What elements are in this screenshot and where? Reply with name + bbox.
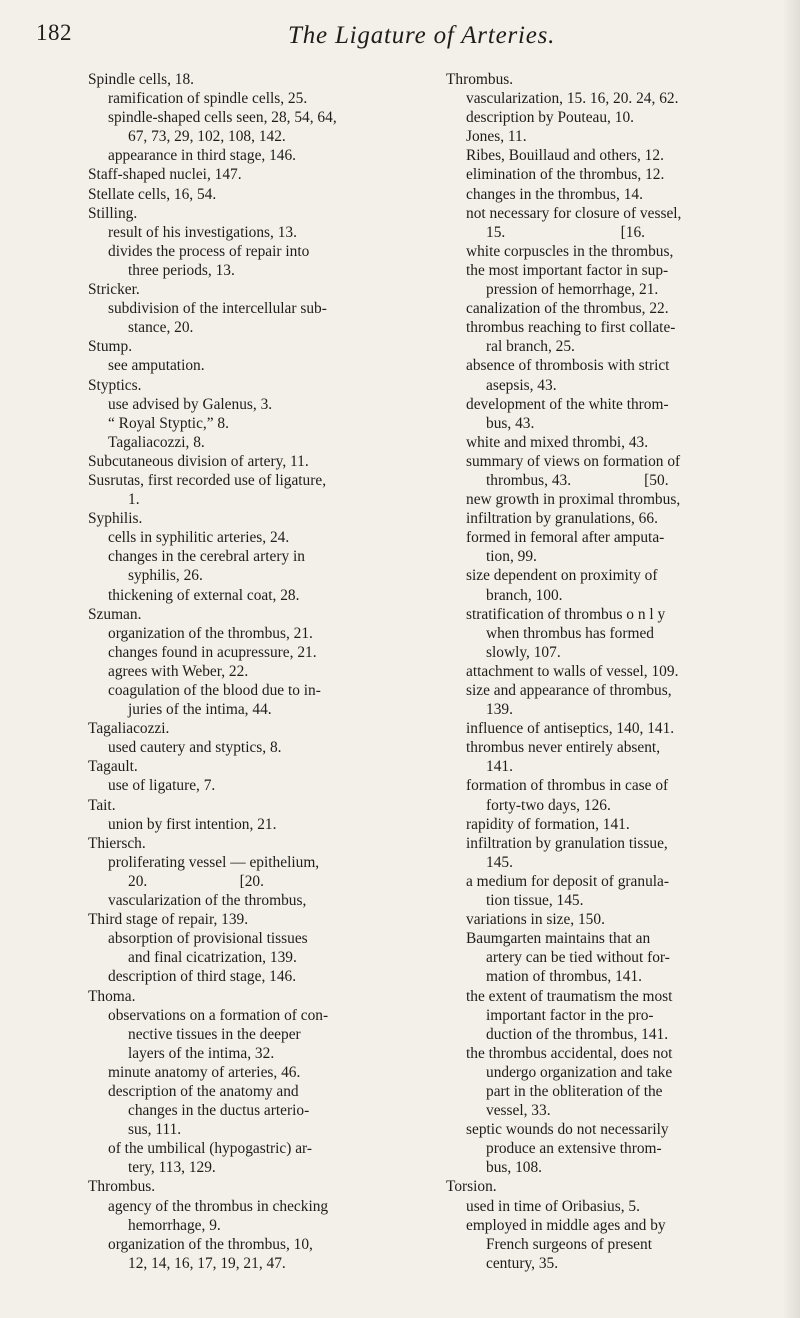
index-entry: influence of antiseptics, 140, 141.: [466, 720, 675, 738]
index-entry: organization of the thrombus, 21.: [108, 624, 313, 642]
index-entry: 67, 73, 29, 102, 108, 142.: [128, 128, 286, 146]
index-entry: elimination of the thrombus, 12.: [466, 166, 665, 184]
index-entry: changes in the thrombus, 14.: [466, 185, 643, 203]
index-heading: Tait.: [88, 796, 116, 814]
index-entry: 15. [16.: [486, 223, 646, 241]
index-entry: infiltration by granulation tissue,: [466, 834, 668, 852]
index-entry: changes in the ductus arterio-: [128, 1102, 310, 1120]
index-entry: century, 35.: [486, 1254, 559, 1272]
index-heading: Spindle cells, 18.: [88, 71, 195, 88]
index-entry: use of ligature, 7.: [108, 777, 216, 795]
index-column-left: [88, 70, 416, 1273]
index-entry: syphilis, 26.: [128, 567, 203, 585]
index-entry: “ Royal Styptic,” 8.: [108, 414, 229, 432]
index-entry: the thrombus accidental, does not: [466, 1044, 673, 1062]
index-entry: three periods, 13.: [128, 261, 235, 279]
index-entry: Ribes, Bouillaud and others, 12.: [466, 147, 664, 165]
index-entry: result of his investigations, 13.: [108, 223, 297, 241]
index-entry: nective tissues in the deeper: [128, 1025, 301, 1043]
index-entry: white and mixed thrombi, 43.: [466, 433, 649, 451]
index-entry: artery can be tied without for-: [486, 949, 670, 967]
index-heading: Thrombus.: [446, 71, 514, 88]
index-entry: spindle-shaped cells seen, 28, 54, 64,: [108, 109, 337, 127]
index-entry: 20. [20.: [128, 872, 264, 890]
index-entry: observations on a formation of con-: [108, 1006, 329, 1024]
index-entry: minute anatomy of arteries, 46.: [108, 1063, 301, 1081]
index-entry: absorption of provisional tissues: [108, 930, 308, 948]
index-entry: agrees with Weber, 22.: [108, 662, 249, 680]
index-heading: Susrutas, first recorded use of ligature,: [88, 471, 327, 489]
index-column-right: [446, 70, 782, 1273]
index-heading: Thiersch.: [88, 834, 146, 852]
index-entry: forty-two days, 126.: [486, 796, 611, 814]
index-entry: septic wounds do not necessarily: [466, 1121, 669, 1139]
index-entry: use advised by Galenus, 3.: [108, 395, 273, 413]
index-entry: French surgeons of present: [486, 1235, 652, 1253]
index-entry: duction of the thrombus, 141.: [486, 1025, 669, 1043]
index-entry: bus, 108.: [486, 1159, 543, 1177]
running-title: The Ligature of Arteries.: [288, 22, 556, 49]
page-edge-shadow: [782, 0, 800, 1318]
index-entry: subdivision of the intercellular sub-: [108, 300, 327, 318]
index-heading: Stilling.: [88, 204, 138, 222]
index-entry: infiltration by granulations, 66.: [466, 510, 658, 528]
index-entry: mation of thrombus, 141.: [486, 968, 643, 986]
index-entry: used in time of Oribasius, 5.: [466, 1197, 640, 1215]
index-heading: Szuman.: [88, 605, 142, 623]
index-entry: 145.: [486, 853, 513, 871]
index-entry: undergo organization and take: [486, 1063, 673, 1081]
index-entry: thrombus never entirely absent,: [466, 739, 661, 757]
index-entry: changes found in acupressure, 21.: [108, 643, 317, 661]
index-entry: the most important factor in sup-: [466, 261, 669, 279]
index-entry: used cautery and styptics, 8.: [108, 739, 282, 757]
index-entry: appearance in third stage, 146.: [108, 147, 297, 165]
index-entry: thrombus reaching to first collate-: [466, 319, 676, 337]
index-entry: cells in syphilitic arteries, 24.: [108, 529, 290, 547]
index-entry: produce an extensive throm-: [486, 1140, 662, 1158]
index-heading: Tagault.: [88, 758, 138, 776]
index-entry: union by first intention, 21.: [108, 815, 277, 833]
index-heading: Subcutaneous division of artery, 11.: [88, 452, 309, 470]
index-entry: divides the process of repair into: [108, 242, 310, 260]
index-entry: tery, 113, 129.: [128, 1159, 216, 1177]
index-entry: agency of the thrombus in checking: [108, 1197, 329, 1215]
index-heading: Stricker.: [88, 281, 140, 299]
index-entry: when thrombus has formed: [486, 624, 654, 642]
index-entry: changes in the cerebral artery in: [108, 548, 305, 566]
index-heading: Third stage of repair, 139.: [88, 911, 249, 929]
index-entry: canalization of the thrombus, 22.: [466, 300, 669, 318]
index-entry: organization of the thrombus, 10,: [108, 1235, 313, 1253]
index-entry: summary of views on formation of: [466, 452, 681, 470]
index-entry: stance, 20.: [128, 319, 194, 337]
index-entry: asepsis, 43.: [486, 376, 557, 394]
index-entry: 1.: [128, 491, 140, 509]
index-heading: Staff-shaped nuclei, 147.: [88, 166, 242, 184]
index-entry: absence of thrombosis with strict: [466, 357, 670, 375]
index-entry: variations in size, 150.: [466, 911, 605, 929]
index-entry: layers of the intima, 32.: [128, 1044, 275, 1062]
index-heading: Styptics.: [88, 376, 142, 394]
index-entry: formed in femoral after amputa-: [466, 529, 665, 547]
index-entry: tion, 99.: [486, 548, 537, 566]
index-entry: development of the white throm-: [466, 395, 669, 413]
index-entry: description by Pouteau, 10.: [466, 109, 634, 127]
index-entry: vascularization of the thrombus,: [108, 892, 307, 910]
index-entry: 139.: [486, 701, 513, 719]
index-entry: ramification of spindle cells, 25.: [108, 90, 308, 108]
index-heading: Thrombus.: [88, 1178, 156, 1196]
index-entry: tion tissue, 145.: [486, 892, 584, 910]
index-entry: branch, 100.: [486, 586, 563, 604]
index-entry: juries of the intima, 44.: [128, 701, 272, 719]
index-entry: Jones, 11.: [466, 128, 527, 146]
index-entry: rapidity of formation, 141.: [466, 815, 630, 833]
index-entry: vascularization, 15. 16, 20. 24, 62.: [466, 90, 679, 108]
index-entry: thrombus, 43. [50.: [486, 471, 669, 489]
index-entry: 141.: [486, 758, 513, 776]
index-entry: white corpuscles in the thrombus,: [466, 242, 674, 260]
index-entry: 12, 14, 16, 17, 19, 21, 47.: [128, 1254, 286, 1272]
index-entry: description of the anatomy and: [108, 1082, 299, 1100]
index-entry: stratification of thrombus o n l y: [466, 605, 666, 623]
index-heading: Torsion.: [446, 1178, 497, 1196]
index-entry: see amputation.: [108, 357, 205, 375]
index-entry: formation of thrombus in case of: [466, 777, 669, 795]
index-entry: and final cicatrization, 139.: [128, 949, 297, 967]
index-heading: Tagaliacozzi.: [88, 720, 170, 738]
index-entry: size and appearance of thrombus,: [466, 682, 672, 699]
index-entry: description of third stage, 146.: [108, 968, 297, 986]
index-entry: vessel, 33.: [486, 1102, 551, 1120]
index-heading: Syphilis.: [88, 510, 143, 528]
page-number: 182: [36, 20, 72, 45]
index-entry: thickening of external coat, 28.: [108, 586, 300, 604]
index-entry: a medium for deposit of granula-: [466, 872, 670, 890]
index-entry: bus, 43.: [486, 414, 535, 432]
index-entry: the extent of traumatism the most: [466, 987, 673, 1005]
index-heading: Stellate cells, 16, 54.: [88, 185, 217, 203]
index-entry: size dependent on proximity of: [466, 567, 658, 585]
index-entry: part in the obliteration of the: [486, 1082, 663, 1100]
index-entry: of the umbilical (hypogastric) ar-: [108, 1140, 312, 1158]
index-entry: important factor in the pro-: [486, 1006, 654, 1024]
index-entry: employed in middle ages and by: [466, 1216, 666, 1234]
index-heading: Stump.: [88, 338, 133, 356]
index-entry: proliferating vessel — epithelium,: [108, 853, 320, 871]
index-entry: hemorrhage, 9.: [128, 1216, 221, 1234]
index-entry: not necessary for closure of vessel,: [466, 204, 682, 222]
index-entry: coagulation of the blood due to in-: [108, 682, 321, 699]
index-heading: Thoma.: [88, 987, 136, 1005]
index-entry: pression of hemorrhage, 21.: [486, 281, 659, 299]
index-entry: new growth in proximal thrombus,: [466, 491, 681, 509]
index-entry: slowly, 107.: [486, 643, 561, 661]
index-entry: ral branch, 25.: [486, 338, 575, 356]
index-entry: attachment to walls of vessel, 109.: [466, 662, 679, 680]
index-entry: Tagaliacozzi, 8.: [108, 433, 205, 451]
index-entry: sus, 111.: [128, 1121, 182, 1139]
index-entry: Baumgarten maintains that an: [466, 930, 651, 948]
